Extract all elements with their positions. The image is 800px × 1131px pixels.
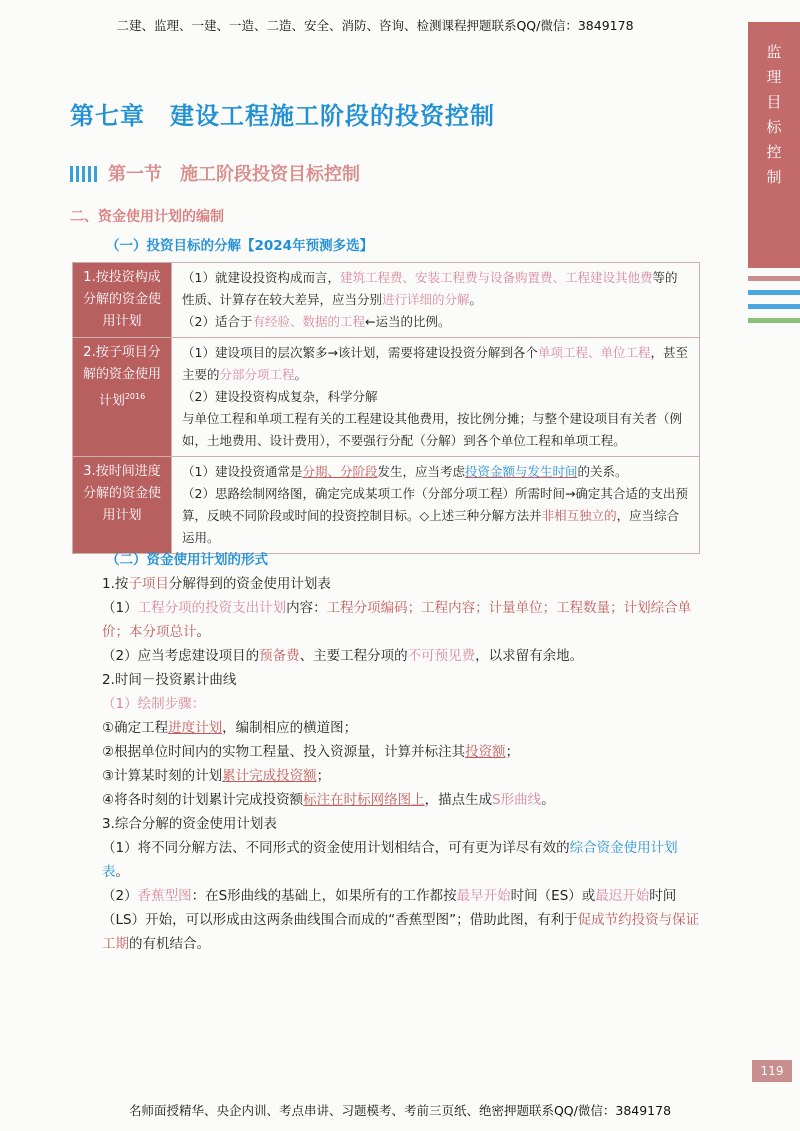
row-head: 2.按子项目分解的资金使用计划$^{2016}$ bbox=[73, 338, 172, 457]
paragraph: （1）绘制步骤： bbox=[102, 696, 206, 712]
list-item: ③计算某时刻的计划累计完成投资额； bbox=[102, 768, 331, 784]
part2-title: （二）资金使用计划的形式 bbox=[106, 552, 268, 568]
section-bars-icon bbox=[70, 166, 100, 182]
side-stripe bbox=[748, 290, 800, 295]
content-body bbox=[74, 548, 704, 956]
table-row bbox=[73, 338, 700, 457]
side-tab-char: 监 bbox=[766, 43, 782, 61]
paragraph: 3.综合分解的资金使用计划表 bbox=[102, 816, 277, 832]
paragraph: 2.时间－投资累计曲线 bbox=[102, 672, 237, 688]
paragraph: （1）将不同分解方法、不同形式的资金使用计划相结合，可有更为详尽有效的综合资金使用计划表。 bbox=[102, 840, 678, 880]
side-tab-char: 目 bbox=[766, 93, 782, 111]
list-item: ②根据单位时间内的实物工程量、投入资源量，计算并标注其投资额； bbox=[102, 744, 520, 760]
side-tab bbox=[748, 22, 800, 268]
page-number: 119 bbox=[752, 1060, 792, 1082]
table-row bbox=[73, 263, 700, 338]
header-note: 二建、监理、一建、一造、二造、安全、消防、咨询、检测课程押题联系QQ/微信：3849178 bbox=[116, 18, 634, 33]
subsection-title: 二、资金使用计划的编制 bbox=[70, 209, 224, 225]
side-tab-char: 制 bbox=[766, 168, 782, 186]
paragraph: 1.按子项目分解得到的资金使用计划表 bbox=[102, 576, 331, 592]
section-heading bbox=[70, 160, 360, 186]
side-stripe bbox=[748, 276, 800, 281]
side-tab-char: 控 bbox=[766, 143, 782, 161]
table-row bbox=[73, 457, 700, 554]
footer-note: 名师面授精华、央企内训、考点串讲、习题模考、考前三页纸、绝密押题联系QQ/微信：3849178 bbox=[128, 1103, 672, 1118]
section-title: 第一节 施工阶段投资目标控制 bbox=[108, 164, 360, 185]
side-stripe bbox=[748, 318, 800, 323]
list-item: ①确定工程进度计划，编制相应的横道图； bbox=[102, 720, 358, 736]
row-body: （1）建设项目的层次繁多→该计划，需要将建设投资分解到各个单项工程、单位工程，甚至主要的分部分项工程。 （2）建设投资构成复杂，科学分解 与单位工程和单项工程有关的工程建设其他费用，按比例分摊；与整个建设项目有关者（例如，土地费用、设计费用），不要强行分配（分解）到各个单位工程和单项工程。 bbox=[172, 338, 700, 457]
decomposition-table bbox=[72, 262, 700, 554]
list-item: ④将各时刻的计划累计完成投资额标注在时标网络图上，描点生成S形曲线。 bbox=[102, 792, 555, 808]
side-tab-char: 理 bbox=[766, 68, 782, 86]
row-head: 3.按时间进度分解的资金使用计划 bbox=[73, 457, 172, 554]
chapter-title: 第七章 建设工程施工阶段的投资控制 bbox=[70, 102, 495, 130]
row-body: （1）就建设投资构成而言，建筑工程费、安装工程费与设备购置费、工程建设其他费等的性质、计算存在较大差异，应当分别进行详细的分解。 （2）适合于有经验、数据的工程←运当的比例。 bbox=[172, 263, 700, 338]
paragraph: （2）香蕉型图：在S形曲线的基础上，如果所有的工作都按最早开始时间（ES）或最迟开始时间（LS）开始，可以形成由这两条曲线围合而成的“香蕉型图”；借助此图，有利于促成节约投资与保证工期的有机结合。 bbox=[102, 888, 700, 952]
row-head: 1.按投资构成分解的资金使用计划 bbox=[73, 263, 172, 338]
paragraph: （2）应当考虑建设项目的预备费、主要工程分项的不可预见费，以求留有余地。 bbox=[102, 648, 584, 664]
side-stripe bbox=[748, 304, 800, 309]
row-body: （1）建设投资通常是分期、分阶段发生，应当考虑投资金额与发生时间的关系。 （2）思路绘制网络图，确定完成某项工作（分部分项工程）所需时间→确定其合适的支出预算，反映不同阶段或时间的投资控制目标。◇上述三种分解方法并非相互独立的，应当综合运用。 bbox=[172, 457, 700, 554]
side-tab-char: 标 bbox=[766, 118, 782, 136]
part1-title: （一）投资目标的分解【2024年预测多选】 bbox=[106, 238, 374, 254]
paragraph: （1）工程分项的投资支出计划内容：工程分项编码；工程内容；计量单位；工程数量；计划综合单价；本分项总计。 bbox=[102, 600, 692, 640]
